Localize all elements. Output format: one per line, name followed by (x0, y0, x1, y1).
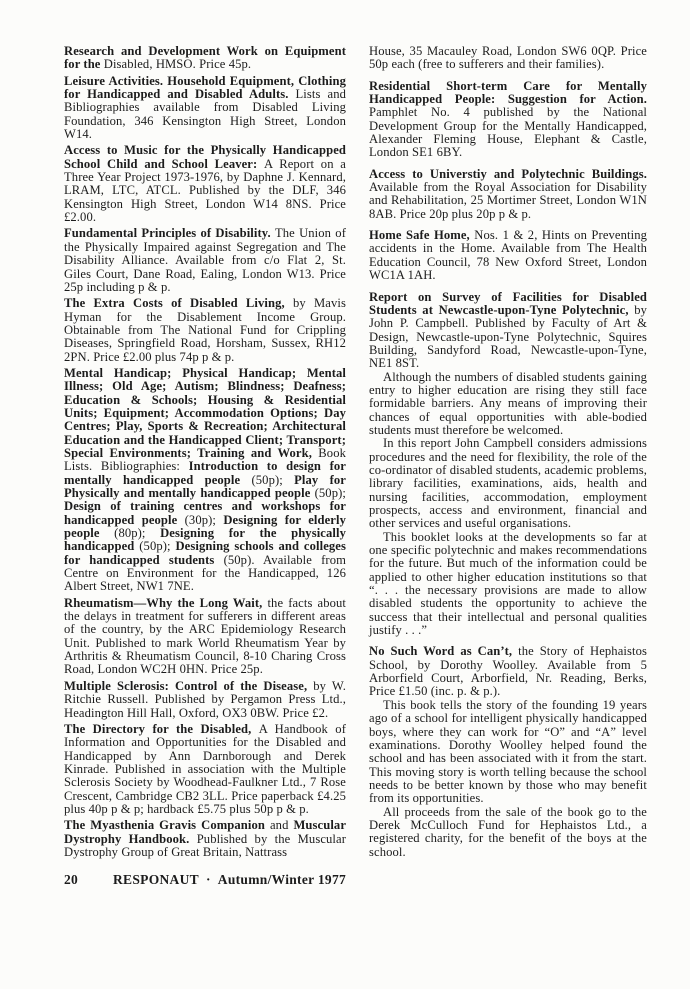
entry-multiple-sclerosis (64, 680, 346, 720)
entry-rheumatism (64, 597, 346, 677)
entry-body-text: by John P. Campbell. Published by Faculty of Art & Design, Newcastle-upon-Tyne Polytechnic, Squires Building, Sandyford Road, Newcastle-upon-Tyne, NE1 8ST. (369, 302, 647, 371)
entry-title-text: Design of training centres and workshops for handicapped people (64, 499, 346, 527)
entry-body-text: This booklet looks at the developments so far at one specific polytechnic and makes recommendations for the future. But much of the information could be applied to other higher education institutions so that “. . . the necessary provisions are made to allow disabled students the opportunity to achieve the success that their intellectual and personal qualities justify . . .” (369, 529, 647, 638)
page-footer (64, 872, 648, 888)
publication-title: RESPONAUT (113, 872, 199, 888)
entry-body-text: The Union of the Physically Impaired against Segregation and The Disability Alliance. Available from c/o Flat 2, St. Giles Court, Dane Road, Ealing, London W13. Price 25p including p & p. (64, 226, 346, 294)
entry-title-text: Designing for the physically handicapped (64, 526, 346, 554)
entry-body-text: and (269, 818, 294, 833)
footer-separator: · (205, 872, 211, 888)
entry-body-text: All proceeds from the sale of the book go to the Derek McCulloch Fund for Hephaistos Ltd., a registered charity, for the benefit of the boys at the school. (369, 804, 647, 859)
entry-myasthenia-continuation (369, 45, 647, 72)
entry-body-text: (80p); (114, 526, 161, 541)
entry-residential-short-term-care (369, 80, 647, 160)
entry-body-text: (30p); (184, 512, 224, 527)
entry-directory-for-disabled (64, 723, 346, 816)
entry-title-text: No Such Word as Can’t, (369, 644, 519, 659)
entry-title-text: Research and Development Work on Equipment for the (64, 44, 346, 72)
entry-title-text: Residential Short-term Care for Mentally Handicapped People: Suggestion for Action. (369, 78, 647, 107)
entry-title-text: Fundamental Principles of Disability. (64, 226, 275, 241)
entry-body-text: Pamphlet No. 4 published by the National Development Group for the Mentally Handicapped, Alexander Fleming House, Elephant & Castle, London SE1 6BY. (369, 105, 647, 160)
para-this-book-tells (369, 699, 647, 806)
entry-body-text: (50p). Available from Centre on Environment for the Handicapped, 126 Albert Street, NW1 7NE. (64, 552, 346, 594)
entry-title-text: Report on Survey of Facilities for Disabled Students at Newcastle-upon-Tyne Polytechnic, (369, 289, 647, 317)
entry-body-text: A Handbook of Information and Opportunities for the Disabled and Handicapped by Ann Darnborough and Derek Kinrade. Published in association with the Multiple Sclerosis Society by Woodhead-Faulkner Ltd., 7 Rose Crescent, Cambridge CB2 3LL. Price paperback £4.25 plus 40p p & p; hardback £5.75 plus 50p p & p. (64, 721, 346, 816)
issue-label: Autumn/Winter 1977 (217, 872, 347, 888)
entry-body-text: Lists and Bibliographies available from Disabled Living Foundation, 346 Kensington High Street, London W14. (64, 87, 346, 142)
page-number: 20 (64, 872, 79, 888)
entry-body-text: Disabled, HMSO. Price 45p. (103, 57, 252, 72)
para-in-this-report (369, 437, 647, 530)
two-column-text-area (64, 45, 648, 859)
entry-body-text: Published by the Muscular Dystrophy Group of Great Britain, Nattrass (64, 831, 346, 859)
entry-body-text: the Story of Hephaistos School, by Dorothy Woolley. Available from 5 Arborfield Court, Arborfield, Nr. Reading, Berks, Price £1.50 (inc. p. & p.). (369, 644, 647, 699)
entry-title-text: The Myasthenia Gravis Companion (64, 818, 270, 833)
para-this-booklet (369, 531, 647, 638)
entry-ceh-book-lists (64, 367, 346, 594)
entry-extra-costs (64, 297, 346, 364)
entry-home-safe-home (369, 229, 647, 282)
entry-myasthenia-muscular (64, 819, 346, 859)
entry-title-text: Muscular Dystrophy Handbook. (64, 818, 347, 846)
entry-title-text: The Extra Costs of Disabled Living, (64, 296, 293, 311)
entry-title-text: Leisure Activities. Household Equipment, Clothing for Handicapped and Disabled Adults. (64, 73, 346, 102)
entry-title-text: Introduction to design for mentally handicapped people (64, 459, 346, 487)
entry-fundamental-principles (64, 227, 346, 294)
entry-title-text: Access to Music for the Physically Handicapped School Child and School Leaver: (64, 143, 346, 171)
entry-body-text: In this report John Campbell considers admissions procedures and the need for flexibility, the role of the co-ordinator of disabled students, academic problems, library facilities, examinations, aids, health and nursing facilities, accommodation, employment prospects, access and environment, financial and other services and useful organisations. (369, 436, 647, 531)
entry-body-text: the facts about the delays in treatment for sufferers in different areas of the country, by the ARC Epidemiology Research Unit. Published to mark World Rheumatism Year by Arthritis & Rheumatism Council, 8-10 Charing Cross Road, London WC2H 0HN. Price 25p. (64, 595, 346, 677)
right-column (369, 45, 647, 859)
entry-no-such-word-as-cant (369, 645, 647, 698)
entry-body-text: by W. Ritchie Russell. Published by Pergamon Press Ltd., Headington Hill Hall, Oxford, OX3 0BW. Price £2. (64, 678, 346, 720)
entry-title-text: Mental Handicap; Physical Handicap; Mental Illness; Old Age; Autism; Blindness; Deafness; Education & Schools; Housing & Residential Units; Equipment; Accommodation Options; Day Centres; Play, Sports & Recreation; Architectural Education and the Handicapped Client; Transport; Special Environments; Training and Work, (64, 365, 346, 460)
entry-body-text: (50p); (251, 472, 295, 487)
entry-leisure-activities (64, 75, 346, 142)
entry-title-text: Access to Universtiy and Polytechnic Buildings. (369, 166, 647, 181)
entry-access-university-polytechnic (369, 168, 647, 221)
left-column (64, 45, 346, 859)
entry-title-text: Rheumatism—Why the Long Wait, (64, 595, 268, 610)
entry-body-text: Book Lists. Bibliographies: (64, 445, 346, 474)
entry-body-text: Available from the Royal Association for Disability and Rehabilitation, 25 Mortimer Street, London W1N 8AB. Price 20p plus 20p p & p. (369, 180, 647, 221)
entry-access-to-music (64, 144, 346, 224)
entry-research-development (64, 45, 346, 72)
entry-title-text: Designing schools and colleges for handicapped students (64, 539, 346, 567)
entry-title-text: Play for Physically and mentally handicapped people (64, 472, 346, 500)
entry-title-text: Home Safe Home, (369, 228, 475, 243)
entry-body-text: (50p); (139, 539, 176, 554)
entry-title-text: Designing for elderly people (64, 512, 346, 541)
para-all-proceeds (369, 806, 647, 859)
entry-body-text: A Report on a Three Year Project 1973-1976, by Daphne J. Kennard, LRAM, LTC, ATCL. Published by the DLF, 346 Kensington High Street, London W14 8NS. Price £2.00. (64, 156, 346, 225)
entry-body-text: (50p); (314, 486, 346, 500)
entry-body-text: by Mavis Hyman for the Disablement Income Group. Obtainable from The National Fund for Crippling Diseases, Springfield Road, Horsham, Sussex, RH12 2PN. Price £2.00 plus 74p p & p. (64, 296, 346, 364)
entry-title-text: The Directory for the Disabled, (64, 721, 259, 736)
entry-body-text: Nos. 1 & 2, Hints on Preventing accidents in the Home. Available from The Health Education Council, 78 New Oxford Street, London WC1A 1AH. (369, 228, 647, 283)
entry-report-survey-newcastle (369, 291, 647, 371)
entry-body-text: Although the numbers of disabled students gaining entry to higher education are rising they still face formidable barriers. Any means of improving their chances of equal opportunities with able-bodied students must therefore be welcomed. (369, 369, 647, 437)
para-although-numbers (369, 371, 647, 438)
entry-body-text: This book tells the story of the founding 19 years ago of a school for intelligent physically handicapped boys, where they can work for “O” and “A” level examinations. Dorothy Woolley helped found the school and has been associated with it from the start. This moving story is worth telling because the school needs to be better known by those who may benefit from its opportunities. (369, 697, 647, 806)
entry-title-text: Multiple Sclerosis: Control of the Disease, (64, 678, 314, 693)
entry-body-text: House, 35 Macauley Road, London SW6 0QP. Price 50p each (free to sufferers and their families). (369, 44, 647, 72)
